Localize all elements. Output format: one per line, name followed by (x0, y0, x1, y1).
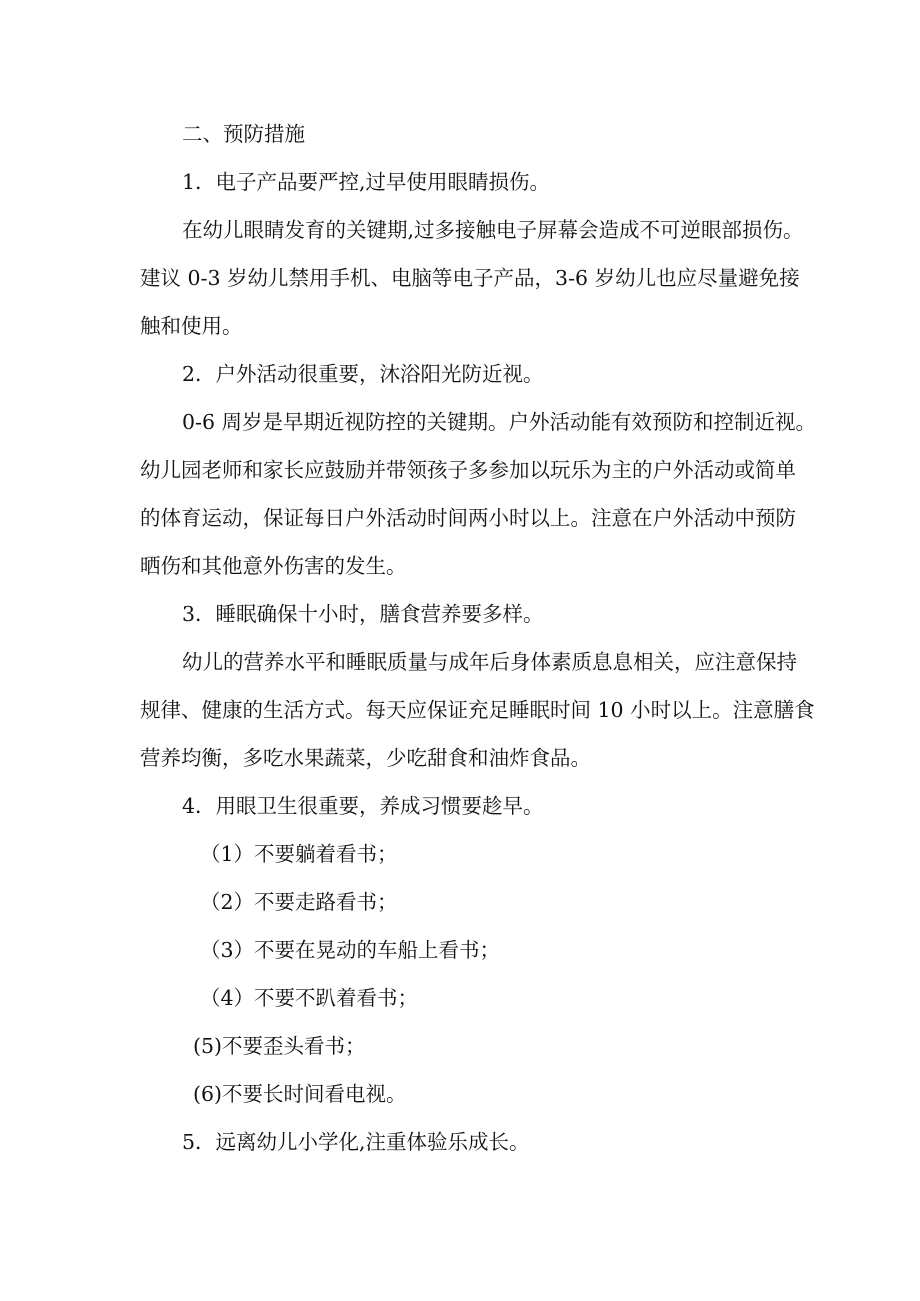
item-3-paragraph-line: 幼儿的营养水平和睡眠质量与成年后身体素质息息相关，应注意保持 (182, 650, 797, 674)
item-1-heading: 1．电子产品要严控,过早使用眼睛损伤。 (182, 170, 551, 194)
item-2-heading: 2．户外活动很重要，沐浴阳光防近视。 (182, 362, 544, 386)
item-4-list-item: （4）不要不趴着看书； (200, 986, 419, 1010)
item-3-heading: 3．睡眠确保十小时，膳食营养要多样。 (182, 602, 544, 626)
item-3-paragraph-line: 营养均衡，多吃水果蔬菜，少吃甜食和油炸食品。 (140, 746, 591, 770)
item-1-paragraph-line: 建议 0-3 岁幼儿禁用手机、电脑等电子产品，3-6 岁幼儿也应尽量避免接 (140, 266, 800, 290)
section-title: 二、预防措施 (182, 122, 305, 146)
item-1-paragraph-line: 触和使用。 (140, 314, 243, 338)
item-5-heading: 5．远离幼儿小学化,注重体验乐成长。 (182, 1130, 530, 1154)
item-2-paragraph-line: 的体育运动，保证每日户外活动时间两小时以上。注意在户外活动中预防 (140, 506, 796, 530)
item-1-paragraph-line: 在幼儿眼睛发育的关键期,过多接触电子屏幕会造成不可逆眼部损伤。 (182, 218, 804, 242)
item-4-heading: 4．用眼卫生很重要，养成习惯要趁早。 (182, 794, 544, 818)
item-2-paragraph-line: 晒伤和其他意外伤害的发生。 (140, 554, 407, 578)
item-4-list-item: （2）不要走路看书； (200, 890, 398, 914)
item-4-list-item: （1）不要躺着看书； (200, 842, 398, 866)
item-2-paragraph-line: 0-6 周岁是早期近视防控的关键期。户外活动能有效预防和控制近视。 (182, 410, 817, 434)
item-3-paragraph-line: 规律、健康的生活方式。每天应保证充足睡眠时间 10 小时以上。注意膳食 (140, 698, 815, 722)
item-4-list-item: (5)不要歪头看书； (193, 1034, 366, 1058)
item-4-list-item: (6)不要长时间看电视。 (193, 1082, 407, 1106)
item-2-paragraph-line: 幼儿园老师和家长应鼓励并带领孩子多参加以玩乐为主的户外活动或简单 (140, 458, 796, 482)
item-4-list-item: （3）不要在晃动的车船上看书； (200, 938, 501, 962)
